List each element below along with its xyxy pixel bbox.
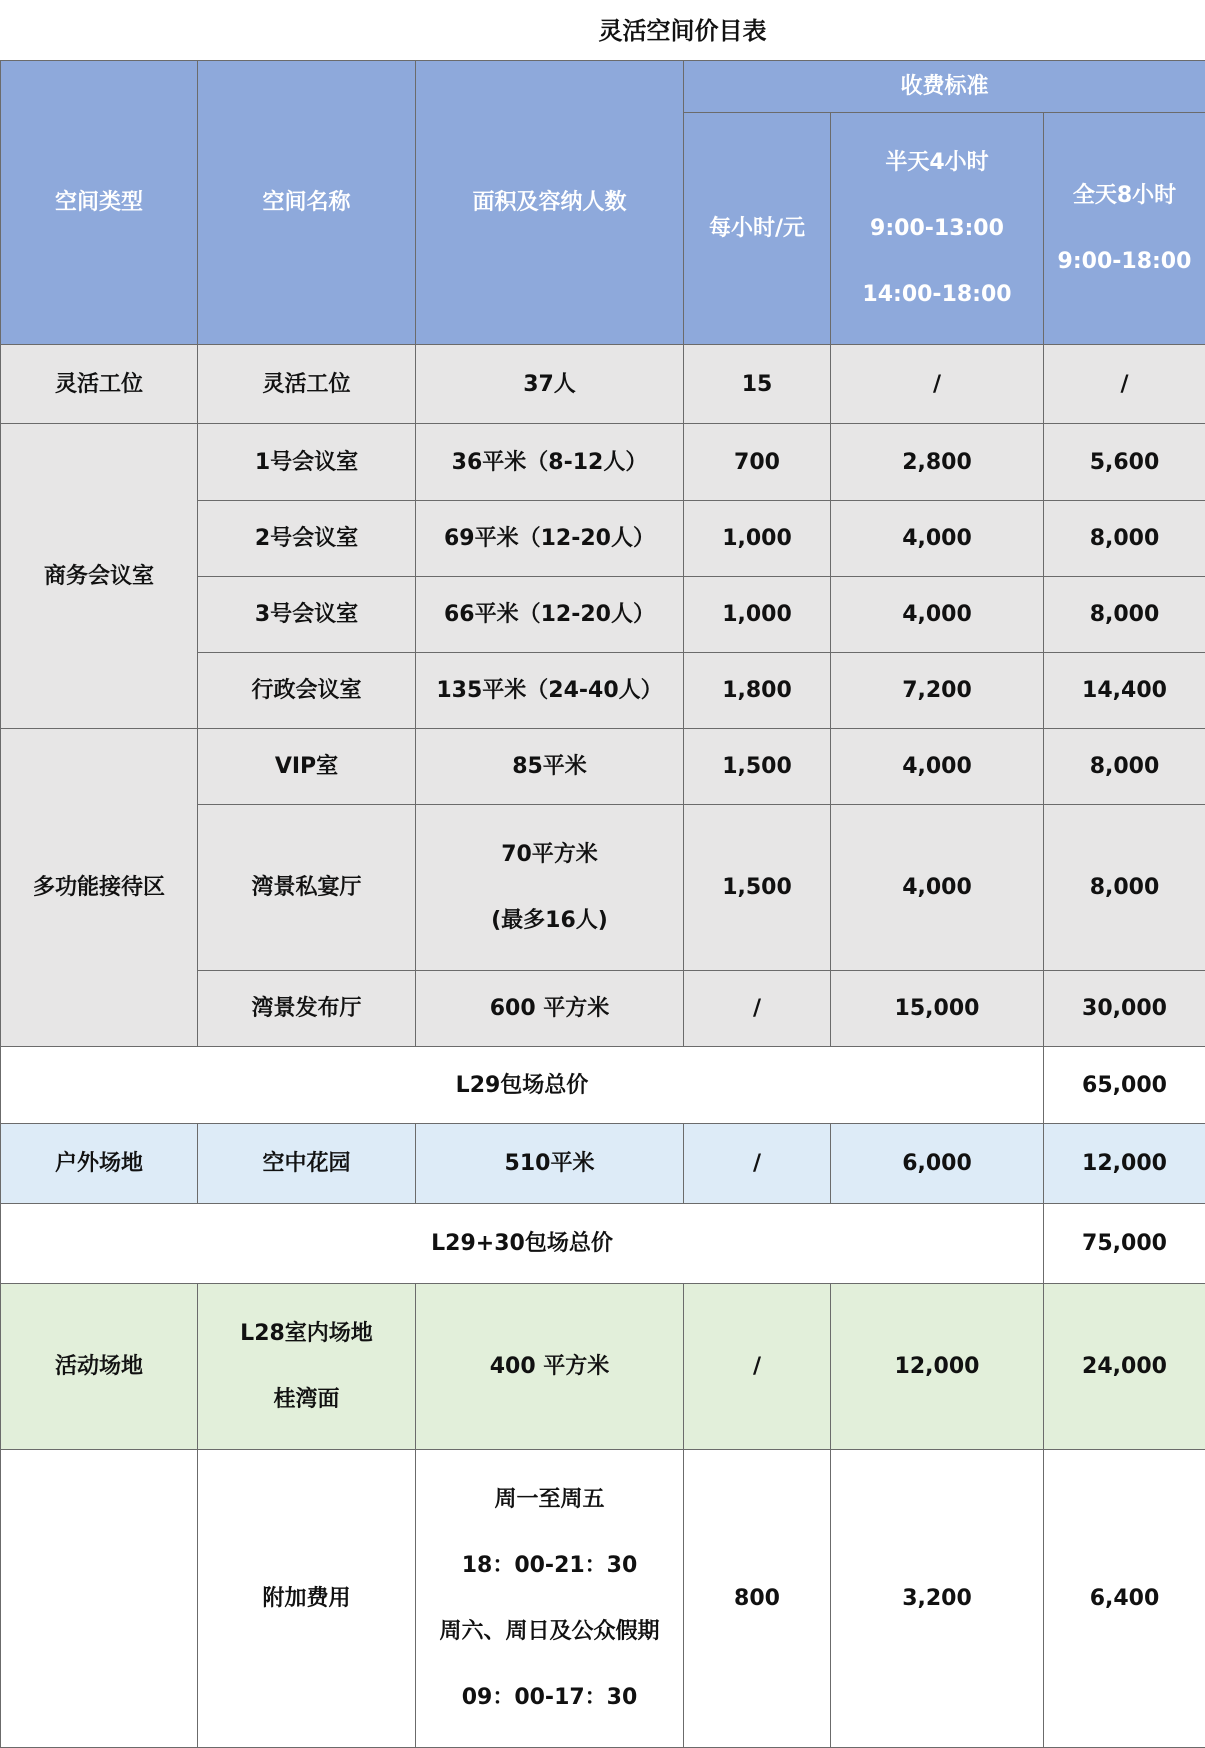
cell-hour: / xyxy=(684,1124,831,1204)
cell-area: 69平米（12-20人） xyxy=(416,501,684,577)
cell-full: 30,000 xyxy=(1044,971,1205,1047)
cell-area: 85平米 xyxy=(416,729,684,805)
cell-name: 空中花园 xyxy=(198,1124,416,1204)
cell-name: 行政会议室 xyxy=(198,653,416,729)
header-half-day-line: 半天4小时 xyxy=(831,146,1043,179)
cell-area-line: 18：00-21：30 xyxy=(416,1549,683,1582)
cell-area: 66平米（12-20人） xyxy=(416,577,684,653)
price-table xyxy=(0,60,1205,1748)
cell-half: 4,000 xyxy=(831,805,1044,971)
page-title: 灵活空间价目表 xyxy=(0,0,1205,60)
cell-area-line: 70平方米 xyxy=(416,838,683,871)
cell-full: 6,400 xyxy=(1044,1450,1205,1748)
cell-hour: 1,500 xyxy=(684,805,831,971)
cell-hour: 700 xyxy=(684,424,831,501)
cell-half: 2,800 xyxy=(831,424,1044,501)
cell-area: 510平米 xyxy=(416,1124,684,1204)
cell-hour: / xyxy=(684,1284,831,1450)
cell-half: 15,000 xyxy=(831,971,1044,1047)
cell-half: / xyxy=(831,345,1044,424)
header-half-day-line: 14:00-18:00 xyxy=(831,278,1043,311)
cell-type: 灵活工位 xyxy=(1,345,198,424)
cell-total-label: L29包场总价 xyxy=(1,1047,1044,1124)
header-hourly: 每小时/元 xyxy=(684,113,831,345)
cell-half: 7,200 xyxy=(831,653,1044,729)
cell-name: 灵活工位 xyxy=(198,345,416,424)
table-row xyxy=(1,1204,1205,1284)
cell-hour: 1,000 xyxy=(684,577,831,653)
cell-area xyxy=(416,805,684,971)
header-area: 面积及容纳人数 xyxy=(416,61,684,345)
cell-type: 多功能接待区 xyxy=(1,729,198,1047)
cell-full: 14,400 xyxy=(1044,653,1205,729)
cell-half: 4,000 xyxy=(831,729,1044,805)
cell-half: 3,200 xyxy=(831,1450,1044,1748)
cell-full: 5,600 xyxy=(1044,424,1205,501)
cell-area-line: (最多16人) xyxy=(416,904,683,937)
cell-total-value: 65,000 xyxy=(1044,1047,1205,1124)
cell-area: 600 平方米 xyxy=(416,971,684,1047)
cell-area-line: 周六、周日及公众假期 xyxy=(416,1615,683,1648)
header-space-name: 空间名称 xyxy=(198,61,416,345)
cell-name: VIP室 xyxy=(198,729,416,805)
cell-half: 6,000 xyxy=(831,1124,1044,1204)
cell-name: 湾景私宴厅 xyxy=(198,805,416,971)
cell-full: 8,000 xyxy=(1044,729,1205,805)
cell-full: 24,000 xyxy=(1044,1284,1205,1450)
table-row xyxy=(1,345,1205,424)
cell-total-value: 75,000 xyxy=(1044,1204,1205,1284)
cell-hour: 1,500 xyxy=(684,729,831,805)
header-half-day xyxy=(831,113,1044,345)
table-row xyxy=(1,1450,1205,1748)
cell-full: 8,000 xyxy=(1044,805,1205,971)
cell-half: 12,000 xyxy=(831,1284,1044,1450)
cell-total-label: L29+30包场总价 xyxy=(1,1204,1044,1284)
cell-hour: 1,000 xyxy=(684,501,831,577)
header-half-day-line: 9:00-13:00 xyxy=(831,212,1043,245)
table-row xyxy=(1,729,1205,805)
cell-name-line: L28室内场地 xyxy=(198,1317,415,1350)
cell-area xyxy=(416,1450,684,1748)
cell-area-line: 09：00-17：30 xyxy=(416,1681,683,1714)
cell-name: 湾景发布厅 xyxy=(198,971,416,1047)
cell-full: 12,000 xyxy=(1044,1124,1205,1204)
cell-half: 4,000 xyxy=(831,501,1044,577)
cell-full: 8,000 xyxy=(1044,501,1205,577)
cell-full: 8,000 xyxy=(1044,577,1205,653)
cell-type: 活动场地 xyxy=(1,1284,198,1450)
table-row xyxy=(1,1124,1205,1204)
header-full-day-line: 9:00-18:00 xyxy=(1044,245,1205,278)
header-space-type: 空间类型 xyxy=(1,61,198,345)
cell-name xyxy=(198,1284,416,1450)
header-full-day-line: 全天8小时 xyxy=(1044,179,1205,212)
table-row xyxy=(1,1047,1205,1124)
cell-name: 附加费用 xyxy=(198,1450,416,1748)
cell-name: 2号会议室 xyxy=(198,501,416,577)
cell-name: 3号会议室 xyxy=(198,577,416,653)
cell-area: 37人 xyxy=(416,345,684,424)
cell-area-line: 周一至周五 xyxy=(416,1483,683,1516)
cell-area: 135平米（24-40人） xyxy=(416,653,684,729)
cell-area: 36平米（8-12人） xyxy=(416,424,684,501)
cell-name: 1号会议室 xyxy=(198,424,416,501)
cell-hour: 800 xyxy=(684,1450,831,1748)
header-fee-standard: 收费标准 xyxy=(684,61,1205,113)
cell-hour: 15 xyxy=(684,345,831,424)
table-row xyxy=(1,1284,1205,1450)
cell-type: 商务会议室 xyxy=(1,424,198,729)
table-row xyxy=(1,424,1205,501)
cell-area: 400 平方米 xyxy=(416,1284,684,1450)
cell-name-line: 桂湾面 xyxy=(198,1383,415,1416)
cell-hour: 1,800 xyxy=(684,653,831,729)
header-full-day xyxy=(1044,113,1205,345)
cell-type: 户外场地 xyxy=(1,1124,198,1204)
cell-type xyxy=(1,1450,198,1748)
cell-hour: / xyxy=(684,971,831,1047)
cell-half: 4,000 xyxy=(831,577,1044,653)
cell-full: / xyxy=(1044,345,1205,424)
